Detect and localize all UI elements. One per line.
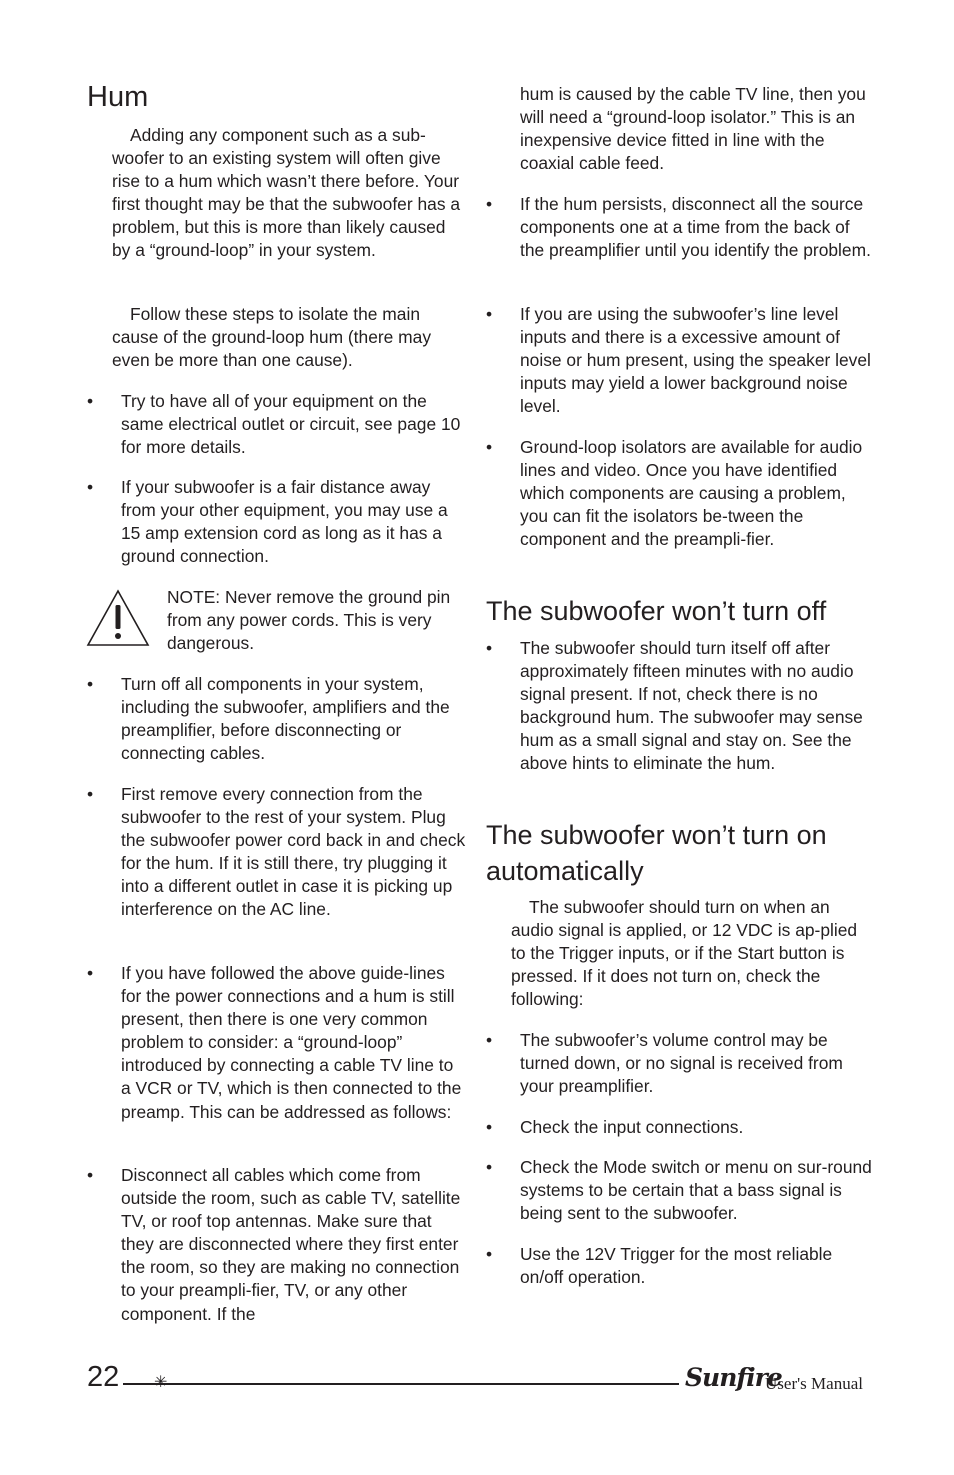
section-heading-hum: Hum	[87, 81, 149, 113]
bullet-glyph: •	[486, 1157, 493, 1177]
bullet-glyph: •	[87, 784, 94, 804]
list-item-text: Ground-loop isolators are available for audio lines and video. Once you have identified which components are causing a problem, you can fit the isolators be-tween the component and the preampli-fier.	[520, 437, 863, 550]
warning-note: NOTE: Never remove the ground pin from any power cords. This is very dangerous.	[167, 587, 451, 654]
bullet-glyph: •	[486, 194, 493, 214]
list-item	[486, 1243, 878, 1289]
list-item	[87, 962, 467, 1124]
list-item-text: Check the Mode switch or menu on sur-round systems to be certain that a bass signal is being sent to the subwoofer.	[520, 1157, 872, 1224]
list-item-text: Check the input connections.	[520, 1117, 744, 1137]
list-item-text: The subwoofer should turn itself off after approximately fifteen minutes with no audio signal present. If not, check there is no background hum. The subwoofer may sense hum as a small signal and stay on. See the above hints to eliminate the hum.	[520, 638, 863, 774]
list-item-text: Turn off all components in your system, including the subwoofer, amplifiers and the preamplifier, before disconnecting or connecting cables.	[121, 674, 450, 764]
bullet-glyph: •	[87, 1165, 94, 1185]
warning-icon	[86, 589, 150, 647]
manual-label: User's Manual	[765, 1374, 863, 1393]
turn-on-intro-paragraph: The subwoofer should turn on when an audio signal is applied, or 12 VDC is ap-plied to the Trigger inputs, or if the Start button is pressed. If it does not turn on, check the following:	[511, 897, 858, 1010]
bullet-glyph: •	[486, 638, 493, 658]
list-item	[87, 673, 467, 765]
list-item	[486, 436, 878, 551]
bullet-glyph: •	[87, 674, 94, 694]
list-item-text: Try to have all of your equipment on the same electrical outlet or circuit, see page 10 for more details.	[121, 391, 461, 458]
bullet-glyph: •	[486, 1030, 493, 1050]
list-item	[87, 1164, 467, 1326]
list-item	[486, 1156, 878, 1225]
bullet-glyph: •	[87, 963, 94, 983]
bullet-glyph: •	[486, 437, 493, 457]
bullet-glyph: •	[87, 477, 94, 497]
list-item	[486, 1116, 878, 1139]
list-item-text: If the hum persists, disconnect all the source components one at a time from the back of the preamplifier until you identify the problem.	[520, 194, 871, 261]
list-item-text: Disconnect all cables which come from outside the room, such as cable TV, satellite TV, or roof top antennas. Make sure that they are disconnected where they first enter the room, so they are making no connection to your preampli-fier, TV, or any other component. If the	[121, 1165, 461, 1324]
section-heading-wont-turn-off: The subwoofer won’t turn off	[486, 596, 827, 626]
list-item	[486, 303, 878, 418]
bullet-glyph: •	[87, 391, 94, 411]
hum-steps-paragraph: Follow these steps to isolate the main cause of the ground-loop hum (there may even be more than one cause).	[112, 304, 432, 371]
list-item-text: If your subwoofer is a fair distance away from your other equipment, you may use a 15 amp extension cord as long as it has a ground connection.	[121, 477, 448, 567]
section-heading-wont-turn-on: The subwoofer won’t turn on automatically	[486, 820, 827, 886]
list-item-text: If you are using the subwoofer’s line level inputs and there is a excessive amount of noise or hum present, using the speaker level inputs may yield a lower background noise level.	[520, 304, 871, 417]
continued-paragraph: hum is caused by the cable TV line, then you will need a “ground-loop isolator.” This is an inexpensive device fitted in line with the coaxial cable feed.	[520, 84, 866, 174]
brand-logo: Sunfire	[685, 1363, 782, 1392]
list-item-text: Use the 12V Trigger for the most reliable on/off operation.	[520, 1244, 833, 1288]
list-item	[87, 390, 467, 459]
page-number: 22	[87, 1361, 120, 1393]
bullet-glyph: •	[486, 1117, 493, 1137]
list-item-text: The subwoofer’s volume control may be turned down, or no signal is received from your preamplifier.	[520, 1030, 843, 1097]
list-item-text: First remove every connection from the subwoofer to the rest of your system. Plug the subwoofer power cord back in and check for the hum. If it is still there, try plugging it into a different outlet in case it is picking up interference on the AC line.	[121, 784, 466, 920]
list-item	[486, 1029, 878, 1098]
list-item	[486, 193, 878, 262]
list-item	[87, 476, 467, 568]
bullet-glyph: •	[486, 1244, 493, 1264]
list-item-text: If you have followed the above guide-lines for the power connections and a hum is still present, then there is one very common problem to consider: a “ground-loop” introduced by connecting a cable TV line to a VCR or TV, which is then connected to the preamp. This can be addressed as follows:	[121, 963, 462, 1122]
footer-rule	[123, 1383, 679, 1385]
list-item	[486, 637, 878, 776]
star-ornament-icon: ✳	[154, 1374, 168, 1391]
hum-intro-paragraph: Adding any component such as a sub-woofer to an existing system will often give rise to a hum which wasn’t there before. Your first thought may be that the subwoofer has a problem, but this is more than likely caused by a “ground-loop” in your system.	[112, 125, 461, 261]
list-item	[87, 783, 467, 922]
bullet-glyph: •	[486, 304, 493, 324]
